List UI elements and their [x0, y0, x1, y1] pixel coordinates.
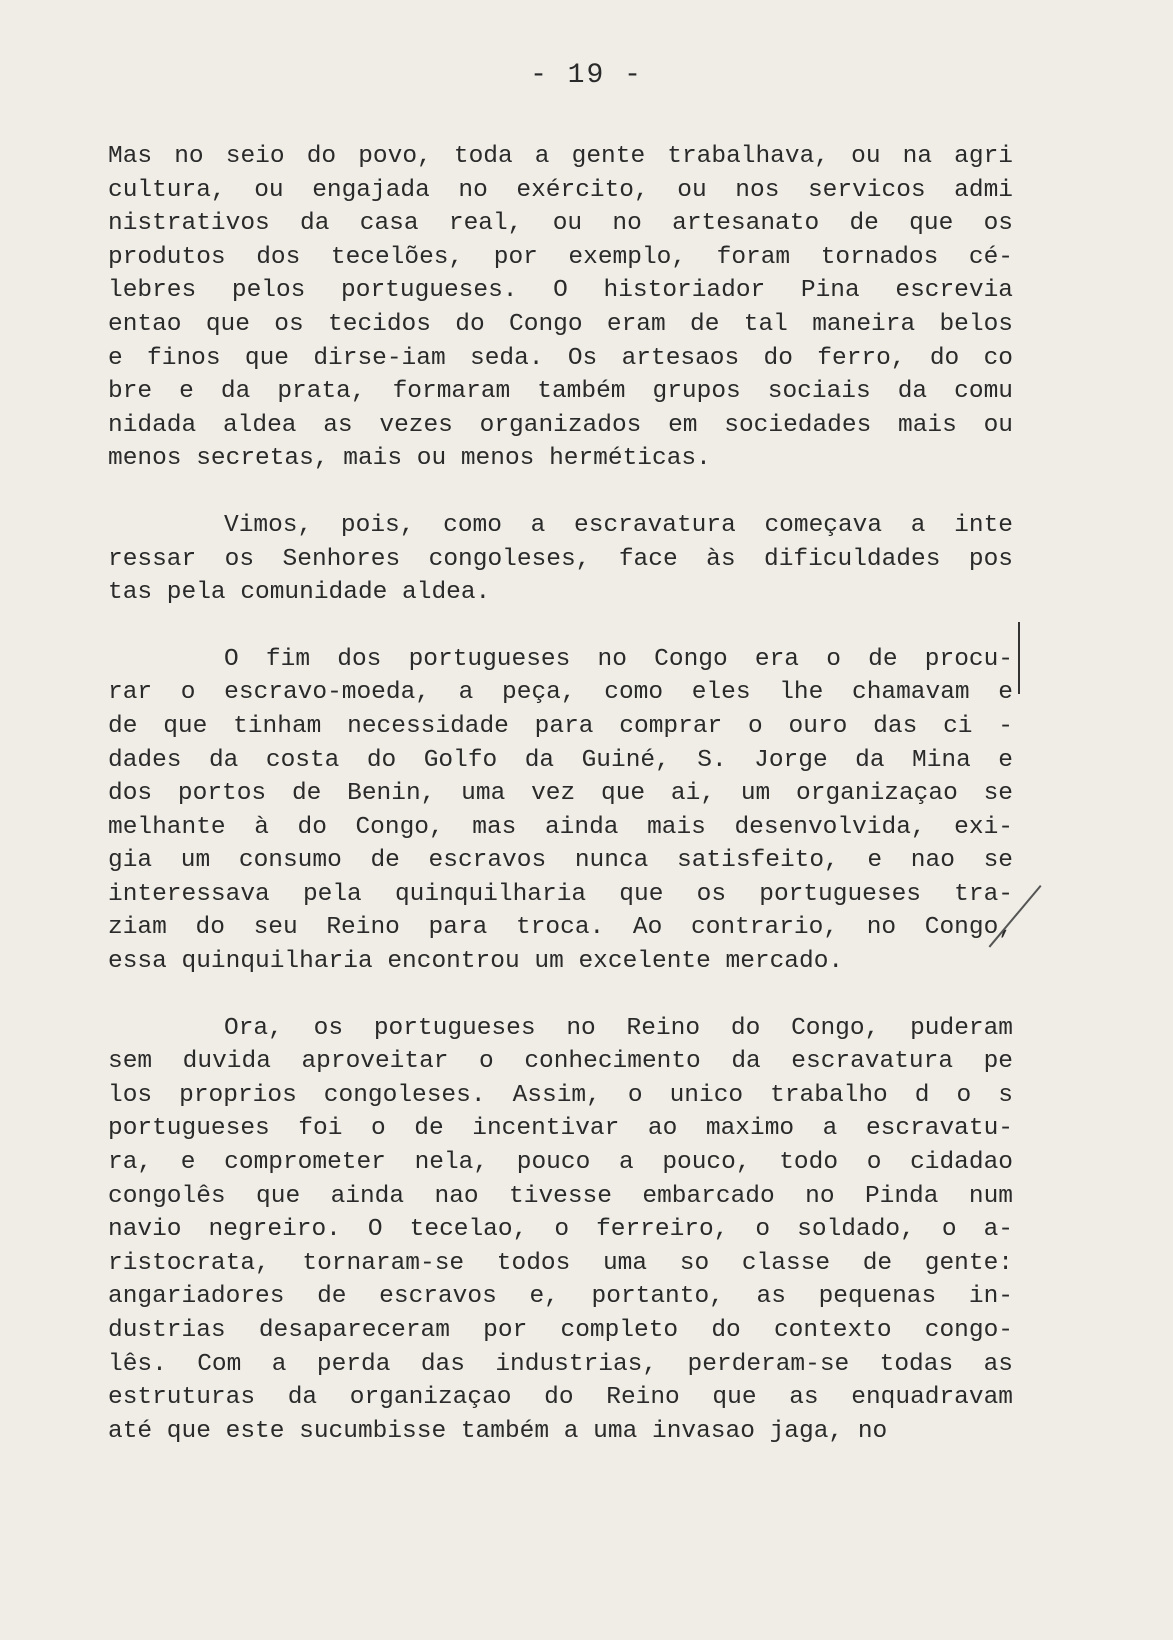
text-line: dades da costa do Golfo da Guiné, S. Jorge da Mina e: [108, 746, 1013, 774]
text-line: Mas no seio do povo, toda a gente trabalhava, ou na agri: [108, 143, 1013, 170]
text-line: e finos que dirse-iam seda. Os artesaos do ferro, do co: [108, 344, 1013, 372]
paragraph: [108, 140, 1013, 476]
text-line: rar o escravo-moeda, a peça, como eles lhe chamavam e: [108, 679, 1013, 707]
paragraph: [108, 643, 1013, 979]
text-line: navio negreiro. O tecelao, o ferreiro, o soldado, o a-: [108, 1216, 1013, 1244]
text-line: Vimos, pois, como a escravatura começava a inte: [224, 511, 1013, 539]
margin-bracket-mark: [1018, 622, 1020, 694]
text-line: até que este sucumbisse também a uma invasao jaga, no: [108, 1417, 888, 1445]
text-line: congolês que ainda nao tivesse embarcado no Pinda num: [108, 1182, 1013, 1210]
text-line: ziam do seu Reino para troca. Ao contrario, no Congo,: [108, 914, 1013, 942]
text-line: dustrias desapareceram por completo do contexto congo-: [108, 1317, 1013, 1344]
text-line: gia um consumo de escravos nunca satisfeito, e nao se: [108, 847, 1013, 875]
text-line: Ora, os portugueses no Reino do Congo, puderam: [224, 1014, 1013, 1042]
text-line: dos portos de Benin, uma vez que ai, um organizaçao se: [108, 780, 1013, 808]
paragraph: [108, 1012, 1013, 1449]
text-line: interessava pela quinquilharia que os portugueses tra-: [108, 880, 1013, 908]
text-line: lês. Com a perda das industrias, perderam-se todas as: [108, 1350, 1013, 1378]
text-line: angariadores de escravos e, portanto, as pequenas in-: [108, 1283, 1013, 1311]
text-line: portugueses foi o de incentivar ao maximo a escravatu-: [108, 1115, 1013, 1143]
text-line: ra, e comprometer nela, pouco a pouco, todo o cidadao: [108, 1149, 1013, 1177]
text-line: nidada aldea as vezes organizados em sociedades mais ou: [108, 411, 1013, 439]
text-line: los proprios congoleses. Assim, o unico trabalho d o s: [108, 1081, 1013, 1109]
text-line: cultura, ou engajada no exército, ou nos servicos admi: [108, 176, 1013, 204]
text-line: nistrativos da casa real, ou no artesanato de que os: [108, 210, 1013, 238]
text-line: menos secretas, mais ou menos herméticas.: [108, 445, 711, 473]
paragraph: [108, 509, 1013, 610]
text-line: ressar os Senhores congoleses, face às dificuldades pos: [108, 545, 1013, 573]
text-line: O fim dos portugueses no Congo era o de procu-: [224, 645, 1013, 673]
text-line: melhante à do Congo, mas ainda mais desenvolvida, exi-: [108, 813, 1013, 841]
text-line: ristocrata, tornaram-se todos uma so classe de gente:: [108, 1249, 1013, 1277]
text-line: lebres pelos portugueses. O historiador Pina escrevia: [108, 277, 1013, 305]
text-line: sem duvida aproveitar o conhecimento da escravatura pe: [108, 1048, 1013, 1076]
text-line: essa quinquilharia encontrou um excelente mercado.: [108, 948, 844, 976]
text-line: produtos dos tecelões, por exemplo, foram tornados cé-: [108, 243, 1013, 271]
body-text: [108, 140, 1013, 1481]
text-line: de que tinham necessidade para comprar o ouro das ci -: [108, 712, 1013, 740]
text-line: bre e da prata, formaram também grupos sociais da comu: [108, 378, 1013, 406]
page-number: - 19 -: [530, 60, 643, 91]
text-line: tas pela comunidade aldea.: [108, 579, 491, 607]
text-line: estruturas da organizaçao do Reino que as enquadravam: [108, 1384, 1013, 1412]
text-line: entao que os tecidos do Congo eram de tal maneira belos: [108, 310, 1013, 338]
